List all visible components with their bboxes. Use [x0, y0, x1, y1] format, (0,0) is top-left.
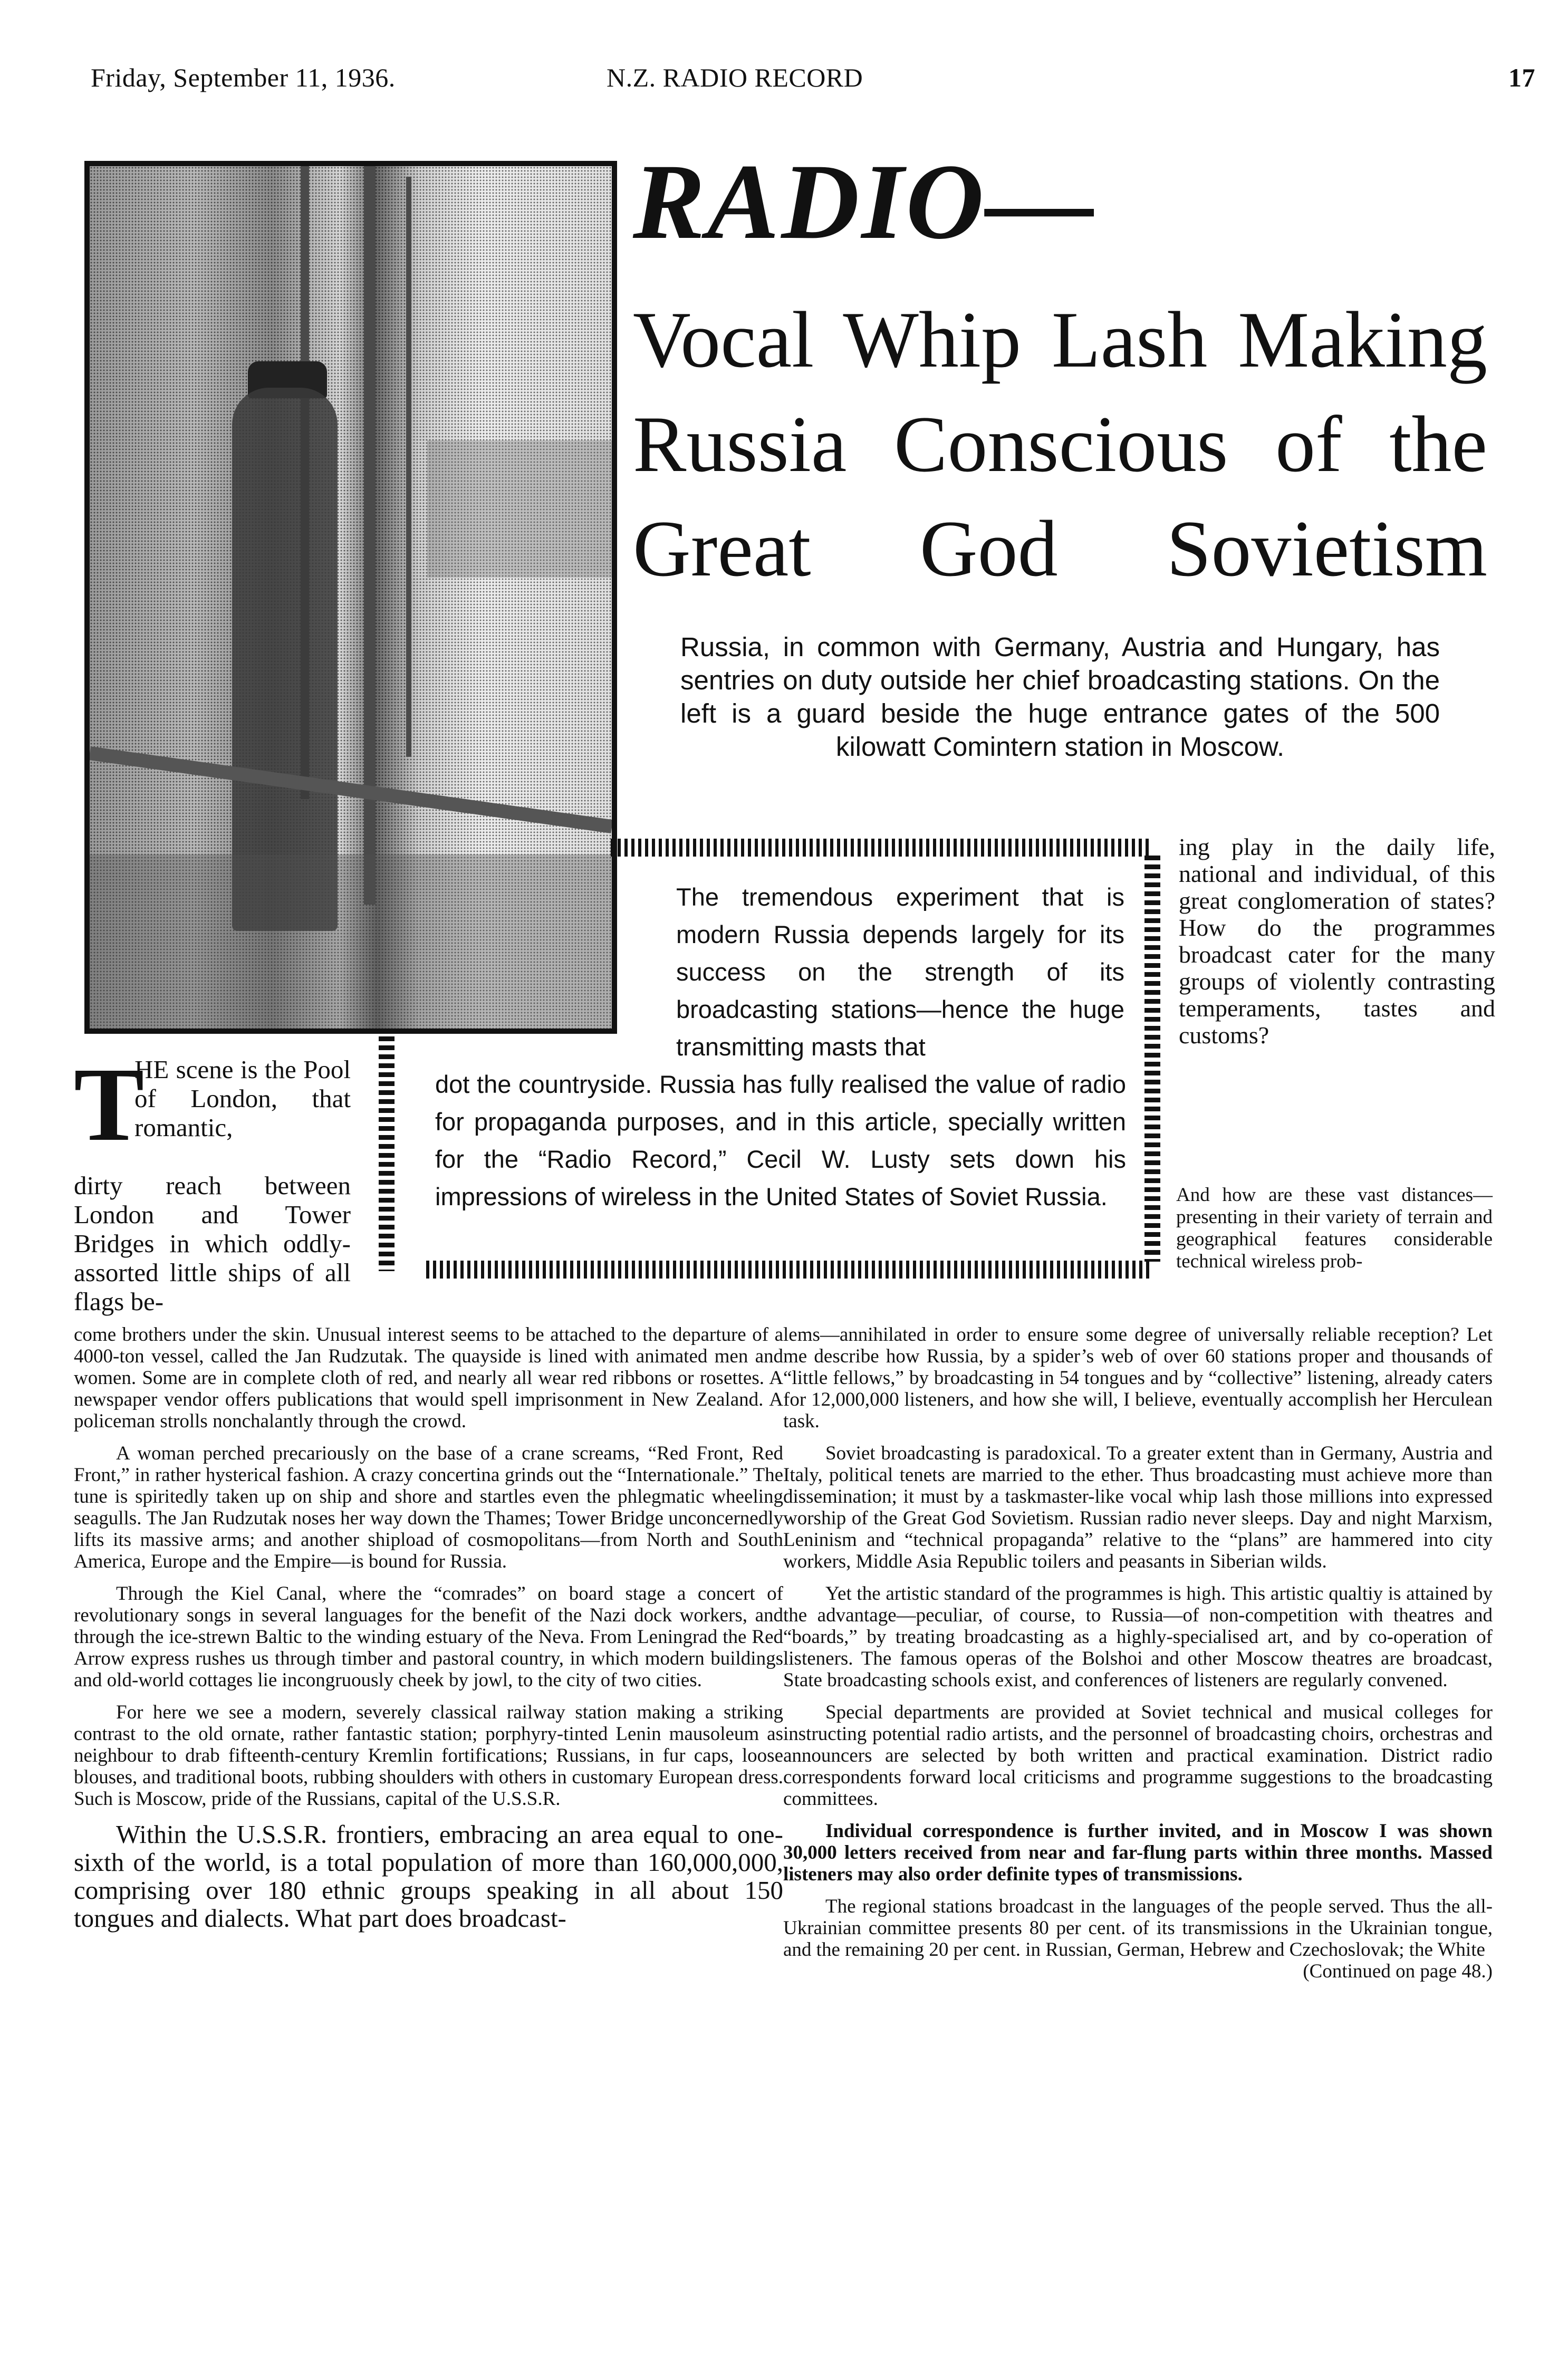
- photo-guard-figure: [232, 388, 338, 931]
- page-number: 17: [1508, 63, 1535, 92]
- body-column-left: [74, 1324, 783, 1943]
- headline-line: Russia Conscious of the: [633, 400, 1487, 488]
- photo-river: [427, 440, 612, 578]
- paragraph: [783, 1896, 1493, 1982]
- paragraph: Soviet broadcasting is paradoxical. To a greater extent than in Germany, Austria and Italy, political tenets are married to the ether. Thus broadcasting must achieve more than dissemination; it must by a taskmaster-like vocal whip lash those millions into expressed worship of the Great God Sovietism. Russian radio never sleeps. Day and night Marxism, Leninism and “technical propaganda” relative to the “plans” are hammered into city workers, Middle Asia Republic toilers and peasants in Siberian wilds.: [783, 1443, 1493, 1572]
- intro-text-indented: HE scene is the Pool of London, that romantic,: [134, 1055, 351, 1142]
- photo-gate-post: [406, 177, 411, 757]
- guard-photograph: [84, 161, 617, 1034]
- paragraph: Through the Kiel Canal, where the “comrades” on board stage a concert of revolutionary songs in several languages for the benefit of the Nazi dock workers, and through the ice-strewn Baltic to the winding estuary of the Neva. From Leningrad the Red Arrow express rushes us through timber and pastoral country, in which modern buildings and old-world cottages lie incongruously cheek by jowl, to the city of two cities.: [74, 1583, 783, 1691]
- paragraph: Special departments are provided at Soviet technical and musical colleges for instructing potential radio artists, and the personnel of broadcasting choirs, orchestras and announcers are selected by both written and practical examination. District radio correspondents forward local criticisms and programme suggestions to the broadcasting committees.: [783, 1702, 1493, 1810]
- body-column-right: [783, 1324, 1493, 1982]
- paragraph: Yet the artistic standard of the programmes is high. This artistic qualtiy is attained by the advantage—peculiar, of course, to Russia—of non-competition with theatres and “boards,” by treating broadcasting as a highly-specialised art, and by co-operation of listeners. The famous operas of the Bolshoi and other Moscow theatres are broadcast, State broadcasting schools exist, and conferences of listeners are regularly convened.: [783, 1583, 1493, 1691]
- sidebar-column-text: ing play in the daily life, national and individual, of this great conglomeration of states? How do the programmes broadcast cater for the many groups of violently contrasting temperaments, tastes and customs?: [1179, 833, 1495, 1049]
- standfirst-border-bottom: [426, 1261, 1151, 1279]
- paragraph: lems—annihilated in order to ensure some degree of universally reliable reception? Let me describe how Russia, by a spider’s web of over 60 stations proper and thousands of “little fellows,” by broadcasting in 54 tongues and by “collective” listening, already caters for 12,000,000 listeners, and how she will, I believe, eventually accomplish her Herculean task.: [783, 1324, 1493, 1432]
- article-kicker: RADIO—: [633, 142, 1096, 262]
- paragraph: Within the U.S.S.R. frontiers, embracing an area equal to one-sixth of the world, is a total population of more than 160,000,000, comprising over 180 ethnic groups speaking in all about 150 tongues and dialects. What part does broadcast-: [74, 1820, 783, 1933]
- photo-railing: [89, 746, 613, 833]
- drop-cap: T: [74, 1046, 145, 1163]
- article-headline: [633, 287, 1487, 601]
- paragraph: For here we see a modern, severely classical railway station making a striking contrast to the old ornate, rather fantastic station; porphyry-tinted Lenin mausoleum as neighbour to drab fifteenth-century Kremlin fortifications; Russians, in fur caps, loose blouses, and traditional boots, rubbing shoulders with others in customary European dress. Such is Moscow, pride of the Russians, capital of the U.S.S.R.: [74, 1702, 783, 1810]
- standfirst-border-top: [611, 839, 1151, 857]
- photo-caption: Russia, in common with Germany, Austria and Hungary, has sentries on duty outside her chief broadcasting stations. On the left is a guard beside the huge entrance gates of the 500 kilowatt Comintern station in Moscow.: [680, 632, 1440, 762]
- sidebar-column-text-continued: And how are these vast distances—presenting in their variety of terrain and geographical features considerable technical wireless prob-: [1176, 1184, 1493, 1272]
- paragraph: A woman perched precariously on the base of a crane screams, “Red Front, Red Front,” in rather hysterical fashion. A crazy concertina grinds out the “Internationale.” The tune is spiritedly taken up on ship and shore and startles even the phlegmatic wheeling seagulls. The Jan Rudzutak noses her way down the Thames; Tower Bridge unconcernedly lifts its massive arms; and another shipload of cosmopolitans—from North and South America, Europe and the Empire—is bound for Russia.: [74, 1443, 783, 1572]
- photo-ground: [90, 854, 612, 1029]
- headline-line: Vocal Whip Lash Making: [633, 295, 1487, 384]
- paragraph: come brothers under the skin. Unusual interest seems to be attached to the departure of a 4000-ton vessel, called the Jan Rudzutak. The quayside is lined with animated men and women. Some are in complete cloth of red, and nearly all wear red ribbons or rosettes. A newspaper vendor offers publications that would spell imprisonment in New Zealand. A policeman strolls nonchalantly through the crowd.: [74, 1324, 783, 1432]
- issue-date: Friday, September 11, 1936.: [91, 63, 396, 92]
- standfirst-border-right: [1144, 856, 1160, 1262]
- intro-text: dirty reach between London and Tower Bridges in which oddly-assorted little ships of all flags be-: [74, 1171, 351, 1316]
- standfirst-border-left: [379, 1036, 395, 1271]
- standfirst-text-upper: The tremendous experiment that is modern Russia depends largely for its success on the strength of its broadcasting stations—hence the huge transmitting masts that: [676, 883, 1124, 1061]
- headline-line: Great God Sovietism: [633, 504, 1487, 593]
- paragraph-emphasis: Individual correspondence is further invited, and in Moscow I was shown 30,000 letters received from near and far-flung parts within three months. Massed listeners may also order definite types of transmissions.: [783, 1820, 1493, 1885]
- continued-link[interactable]: (Continued on page 48.): [1303, 1961, 1493, 1982]
- paragraph-text: The regional stations broadcast in the languages of the people served. Thus the all-Ukrainian committee presents 80 per cent. of its transmissions in the Ukrainian tongue, and the remaining 20 per cent. in Russian, German, Hebrew and Czechoslovak; the White: [783, 1896, 1493, 1961]
- publication-title: N.Z. RADIO RECORD: [607, 63, 863, 92]
- standfirst-text-lower: dot the countryside. Russia has fully realised the value of radio for propaganda purposes, and in this article, specially written for the “Radio Record,” Cecil W. Lusty sets down his impressions of wireless in the United States of Soviet Russia.: [435, 1070, 1126, 1210]
